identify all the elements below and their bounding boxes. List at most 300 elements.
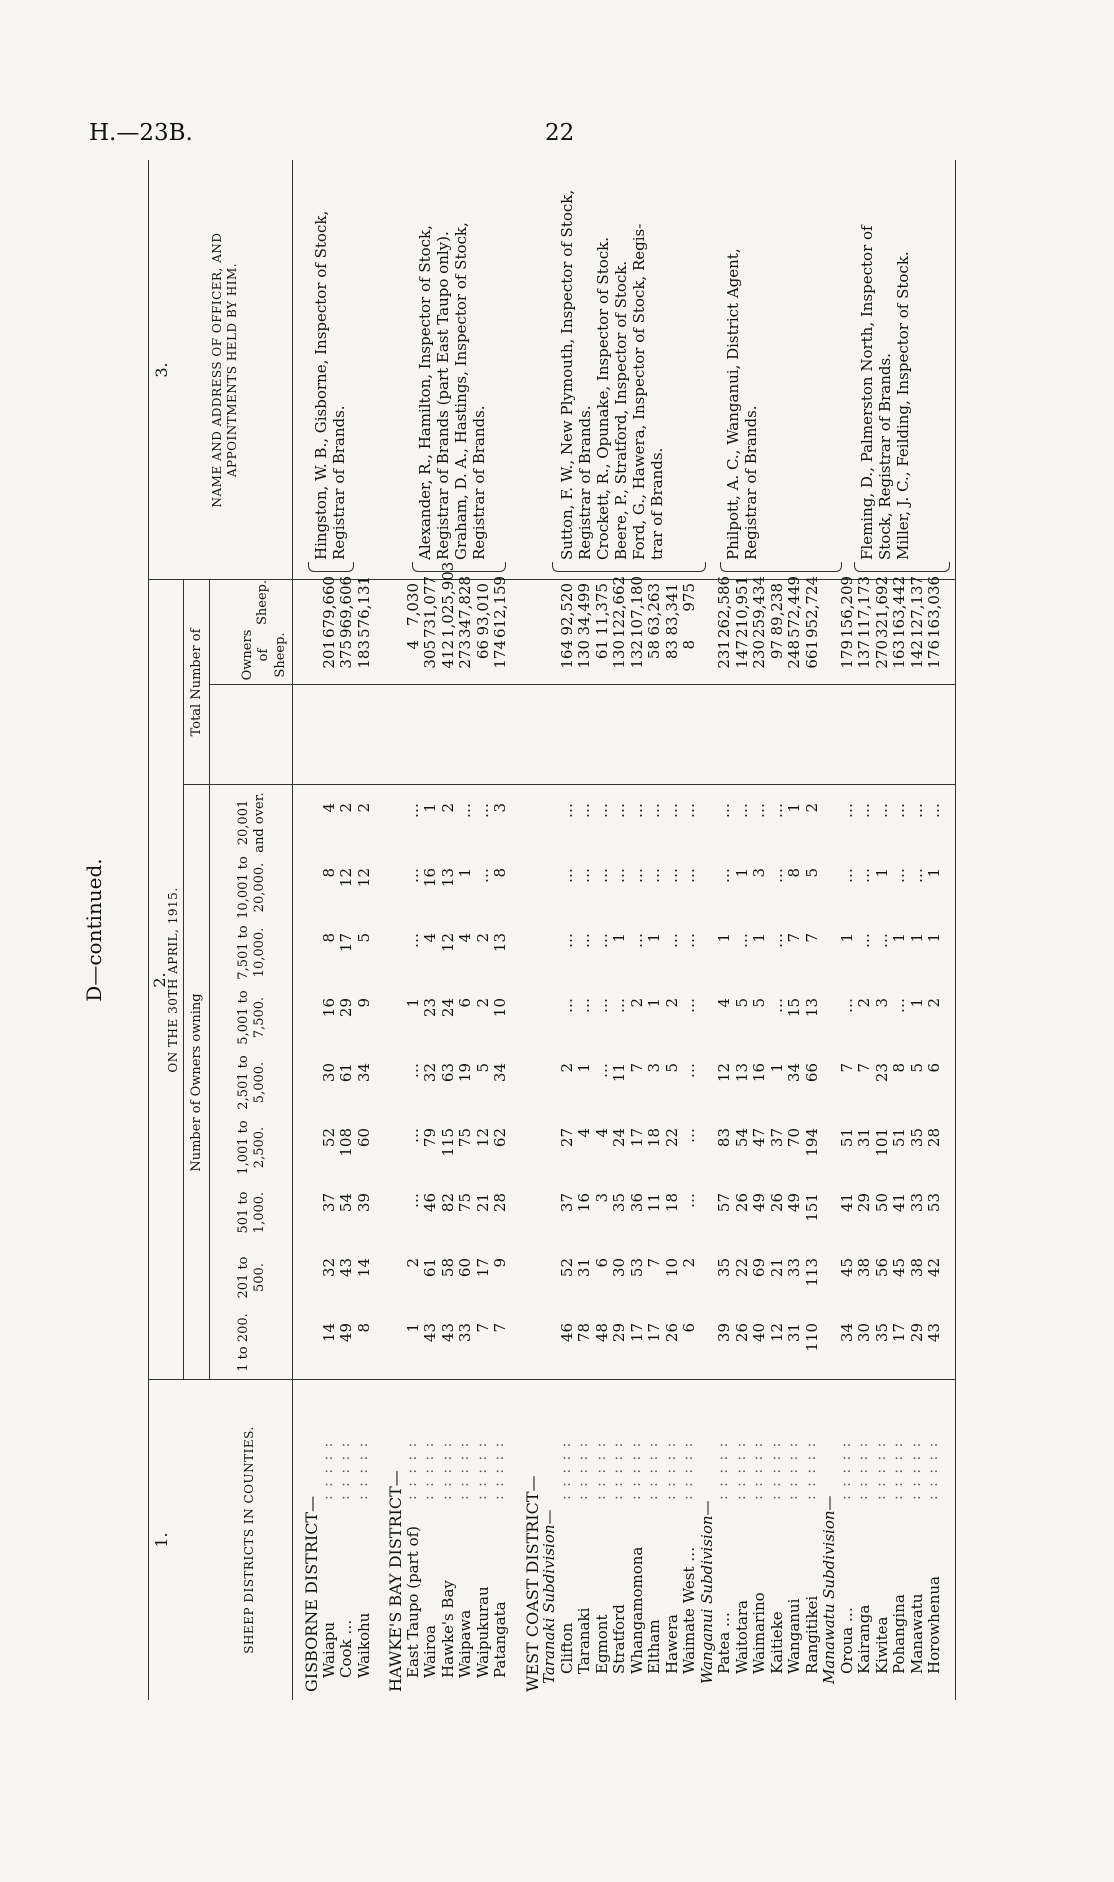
leader-dots: : : : : : [473, 1440, 490, 1500]
owner-count-cell: 70 [785, 1128, 803, 1148]
leader-dots: : : : : : [732, 1440, 749, 1500]
owners-of-sheep-cell: 58 [645, 640, 663, 660]
owner-count-cell: 17 [473, 1258, 492, 1278]
owner-count-cell: 51 [890, 1128, 908, 1148]
district-name: Whangamomona [627, 1546, 646, 1674]
band-header: 20,001 and over. [236, 792, 268, 853]
owner-count-cell: 43 [925, 1323, 943, 1343]
owner-count-cell: 4 [575, 1128, 593, 1138]
officer-alexander [416, 165, 488, 560]
owner-count-cell: 12 [473, 1128, 492, 1148]
owner-count-cell: 18 [662, 1193, 681, 1213]
officer-crockett: Crockett, R., Opunake, Inspector of Stock. [594, 236, 612, 560]
owner-count-cell: 17 [337, 933, 355, 953]
district-name: Hawera [662, 1614, 681, 1674]
owner-count-cell: … [855, 933, 873, 948]
district-name: Hawke's Bay [438, 1580, 457, 1678]
owner-count-cell: 2 [438, 803, 457, 813]
owner-count-cell: 2 [473, 933, 492, 943]
owner-count-cell: 2 [557, 1063, 576, 1073]
leader-dots: : : : : : [557, 1440, 574, 1500]
sheep-total-cell: 259,434 [750, 575, 768, 638]
owner-count-cell: 75 [456, 1128, 474, 1148]
owner-count-cell: 26 [767, 1193, 786, 1213]
owner-count-cell: 39 [354, 1193, 373, 1213]
brace-manawatu [854, 562, 950, 572]
col-divider-2 [183, 784, 955, 785]
owner-count-cell: 7 [627, 1063, 646, 1073]
owners-of-sheep-cell: 8 [680, 640, 698, 650]
district-name: Kaitieke [767, 1611, 786, 1674]
owners-of-sheep-cell: 4 [403, 640, 422, 650]
district-name: Kairanga [855, 1604, 873, 1674]
owner-count-cell: 7 [491, 1323, 509, 1333]
owner-count-cell: 35 [872, 1323, 891, 1343]
owner-count-cell: … [592, 1063, 611, 1078]
sheep-total-cell: 11,375 [592, 583, 611, 636]
owner-count-cell: 7 [473, 1323, 492, 1333]
owner-count-cell: 7 [645, 1258, 663, 1268]
owner-count-cell: … [610, 998, 628, 1013]
owners-group-rule [209, 785, 210, 1380]
district-name: Pohangina [890, 1594, 908, 1674]
officer-gisborne-line2: Registrar of Brands. [330, 405, 348, 560]
owner-count-cell: 101 [872, 1128, 891, 1157]
owner-count-cell: 58 [438, 1258, 457, 1278]
sheep-total-cell: 7,030 [403, 583, 422, 626]
leader-dots: : : : : : [491, 1440, 507, 1500]
owner-count-cell: 151 [802, 1193, 821, 1222]
owner-count-cell: 3 [872, 998, 891, 1008]
owners-of-sheep-cell: 183 [354, 640, 373, 669]
owner-count-cell: 2 [802, 803, 821, 813]
owner-count-cell: 60 [354, 1128, 373, 1148]
officer-wanganui [724, 165, 760, 560]
owner-count-cell: 18 [645, 1128, 663, 1148]
district-name: Horowhenua [925, 1576, 943, 1674]
sheep-total-cell: 107,180 [627, 575, 646, 638]
owner-count-cell: 35 [715, 1258, 733, 1278]
owner-count-cell: … [890, 998, 908, 1013]
owner-count-cell: 1 [925, 933, 943, 943]
leader-dots: : : : : : [438, 1440, 455, 1500]
owner-count-cell: 66 [802, 1063, 821, 1083]
owner-count-cell: … [732, 933, 751, 948]
owner-count-cell: … [557, 868, 576, 883]
owners-of-sheep-cell: 137 [855, 640, 873, 669]
owner-count-cell: … [592, 803, 611, 818]
owner-count-cell: 57 [715, 1193, 733, 1213]
owner-count-cell: 31 [785, 1323, 803, 1343]
owner-count-cell: 63 [438, 1063, 457, 1083]
owner-count-cell: 30 [610, 1258, 628, 1278]
owner-count-cell: 6 [925, 1063, 943, 1073]
officer-sutton-line1: Sutton, F. W., New Plymouth, Inspector of Stock, [558, 189, 576, 560]
owner-count-cell: … [403, 1063, 422, 1078]
owner-count-cell: 33 [785, 1258, 803, 1278]
owner-count-cell: … [557, 933, 576, 948]
owner-count-cell: 12 [715, 1063, 733, 1083]
owner-count-cell: … [907, 803, 926, 818]
officer-ford-line2: trar of Brands. [648, 447, 666, 560]
owner-count-cell: … [680, 933, 698, 948]
owner-count-cell: 8 [319, 933, 338, 943]
owner-count-cell: 43 [337, 1258, 355, 1278]
brace-hawkes-bay [412, 562, 506, 572]
owner-count-cell: … [575, 868, 593, 883]
owner-count-cell: 41 [837, 1193, 856, 1213]
owner-count-cell: 27 [557, 1128, 576, 1148]
owners-of-sheep-cell: 142 [907, 640, 926, 669]
owner-count-cell: 35 [610, 1193, 628, 1213]
owner-count-cell: … [575, 933, 593, 948]
sheep-total-cell: 93,010 [473, 583, 492, 636]
owner-count-cell: … [837, 803, 856, 818]
owner-count-cell: 28 [925, 1128, 943, 1148]
owner-count-cell: 37 [767, 1128, 786, 1148]
sheep-total-cell: 572,449 [785, 575, 803, 638]
officer-graham-line1: Graham, D. A., Hastings, Inspector of Stock, [452, 222, 470, 560]
owner-count-cell: … [627, 868, 646, 883]
owner-count-cell: 32 [421, 1063, 439, 1083]
leader-dots: : : : : : [645, 1440, 661, 1500]
owner-count-cell: 28 [491, 1193, 509, 1213]
owner-count-cell: 9 [354, 998, 373, 1008]
owners-of-sheep-cell: 132 [627, 640, 646, 669]
district-name: Egmont [592, 1614, 611, 1674]
owner-count-cell: … [592, 998, 611, 1013]
officer-manawatu [858, 165, 912, 560]
owner-count-cell: … [662, 803, 681, 818]
owner-count-cell: 46 [421, 1193, 439, 1213]
owner-count-cell: 6 [680, 1323, 698, 1333]
brace-wanganui [720, 562, 842, 572]
district-name: Waiapu [319, 1621, 338, 1678]
owner-count-cell: 82 [438, 1193, 457, 1213]
owner-count-cell: 43 [421, 1323, 439, 1343]
owner-count-cell: 24 [438, 998, 457, 1018]
owner-count-cell: 4 [456, 933, 474, 943]
owner-count-cell: 29 [610, 1323, 628, 1343]
sheep-total-cell: 262,586 [715, 575, 733, 638]
owner-count-cell: 1 [403, 1323, 422, 1333]
district-name: Eltham [645, 1619, 663, 1674]
owners-of-sheep-cell: 412 [438, 640, 457, 669]
owner-count-cell: … [680, 868, 698, 883]
owner-count-cell: 49 [337, 1323, 355, 1343]
owners-of-sheep-header: Owners of Sheep. [240, 629, 288, 681]
sheep-total-cell: 210,951 [732, 575, 751, 638]
owner-count-cell: 9 [491, 1258, 509, 1268]
owner-count-cell: 1 [732, 868, 751, 878]
subdivision-heading: Manawatu Subdivision— [820, 1495, 838, 1684]
owner-count-cell: 19 [456, 1063, 474, 1083]
owner-count-cell: 23 [421, 998, 439, 1018]
owner-count-cell: 31 [855, 1128, 873, 1148]
rotated-table [60, 160, 960, 1700]
owners-of-sheep-cell: 230 [750, 640, 768, 669]
owner-count-cell: 46 [557, 1323, 576, 1343]
owner-count-cell: 83 [715, 1128, 733, 1148]
owners-of-sheep-cell: 130 [575, 640, 593, 669]
owner-count-cell: 110 [802, 1323, 821, 1352]
owner-count-cell: 30 [855, 1323, 873, 1343]
owners-of-sheep-cell: 305 [421, 640, 439, 669]
owner-count-cell: 48 [592, 1323, 611, 1343]
owners-of-sheep-cell: 83 [662, 640, 681, 660]
owner-count-cell: 7 [802, 933, 821, 943]
owner-count-cell: … [767, 998, 786, 1013]
owner-count-cell: 40 [750, 1323, 768, 1343]
district-name: Kiwitea [872, 1616, 891, 1674]
owner-count-cell: … [732, 803, 751, 818]
district-name: Waimate West … [680, 1546, 698, 1674]
owner-count-cell: 5 [750, 998, 768, 1008]
owner-count-cell: 26 [662, 1323, 681, 1343]
owners-of-sheep-cell: 248 [785, 640, 803, 669]
district-name: Stratford [610, 1604, 628, 1674]
district-name: Oroua … [837, 1607, 856, 1674]
owner-count-cell: 113 [802, 1258, 821, 1287]
owner-count-cell: … [456, 803, 474, 818]
owner-count-cell: 194 [802, 1128, 821, 1157]
band-header: 2,501 to 5,000. [236, 1055, 268, 1110]
leader-dots: : : : : : [872, 1440, 889, 1500]
total-group-header: Total Number of [189, 628, 204, 737]
owner-count-cell: 8 [491, 868, 509, 878]
owner-count-cell: 8 [785, 868, 803, 878]
owner-count-cell: 6 [592, 1258, 611, 1268]
district-name: Waimarino [750, 1592, 768, 1674]
owner-count-cell: 30 [319, 1063, 338, 1083]
owner-count-cell: 10 [662, 1258, 681, 1278]
band-header: 501 to 1,000. [236, 1191, 268, 1234]
owner-count-cell: … [767, 933, 786, 948]
owner-count-cell: … [403, 1128, 422, 1143]
district-name: Wanganui [785, 1598, 803, 1674]
owner-count-cell: 108 [337, 1128, 355, 1157]
leader-dots: : : : : : [337, 1440, 353, 1500]
owner-count-cell: 54 [732, 1128, 751, 1148]
owner-count-cell: 79 [421, 1128, 439, 1148]
owner-count-cell: 1 [456, 868, 474, 878]
owner-count-cell: … [627, 803, 646, 818]
owners-of-sheep-cell: 179 [837, 640, 856, 669]
owner-count-cell: 2 [403, 1258, 422, 1268]
owner-count-cell: 26 [732, 1193, 751, 1213]
owners-of-sheep-cell: 97 [767, 640, 786, 660]
sheep-total-cell: 89,238 [767, 583, 786, 636]
owner-count-cell: 61 [421, 1258, 439, 1278]
owner-count-cell: … [473, 803, 492, 818]
owner-count-cell: 1 [715, 933, 733, 943]
owner-count-cell: … [715, 868, 733, 883]
subdivision-heading: Wanganui Subdivision— [697, 1500, 716, 1684]
owner-count-cell: 1 [907, 933, 926, 943]
owner-count-cell: 17 [645, 1323, 663, 1343]
owner-count-cell: 13 [802, 998, 821, 1018]
owner-count-cell: 5 [473, 1063, 492, 1073]
owners-of-sheep-cell: 201 [319, 640, 338, 669]
owner-count-cell: 1 [575, 1063, 593, 1073]
officer-philpott-line2: Registrar of Brands. [742, 405, 760, 560]
owner-count-cell: 38 [907, 1258, 926, 1278]
owner-count-cell: 31 [575, 1258, 593, 1278]
owner-count-cell: 1 [872, 868, 891, 878]
owner-count-cell: 2 [855, 998, 873, 1008]
officer-beere: Beere, P., Stratford, Inspector of Stock. [612, 260, 630, 560]
owner-count-cell: 115 [438, 1128, 457, 1157]
owner-count-cell: … [837, 868, 856, 883]
owner-count-cell: 12 [438, 933, 457, 953]
sheep-total-cell: 975 [680, 583, 698, 612]
leader-dots: : : : : : [610, 1440, 626, 1500]
sheep-total-cell: 612,159 [491, 575, 509, 638]
sheep-total-cell: 63,263 [645, 583, 663, 636]
leader-dots: : : : : : [855, 1440, 871, 1500]
owner-count-cell: 52 [319, 1128, 338, 1148]
owner-count-cell: 35 [907, 1128, 926, 1148]
leader-dots: : : : : : [925, 1440, 941, 1500]
col2-title: ON THE 30TH APRIL, 1915. [166, 887, 180, 1073]
sheep-total-cell: 92,520 [557, 583, 576, 636]
owner-count-cell: … [680, 1063, 698, 1078]
col3-title: NAME AND ADDRESS OF OFFICER, AND APPOINTMENTS HELD BY HIM. [210, 232, 239, 508]
owners-of-sheep-cell: 130 [610, 640, 628, 669]
owner-count-cell: 34 [491, 1063, 509, 1083]
owners-of-sheep-cell: 164 [557, 640, 576, 669]
officer-gisborne-line1: Hingston, W. B., Gisborne, Inspector of Stock, [312, 210, 330, 560]
leader-dots: : : : : : [767, 1440, 784, 1500]
owner-count-cell: 42 [925, 1258, 943, 1278]
owner-count-cell: … [855, 868, 873, 883]
owner-count-cell: 41 [890, 1193, 908, 1213]
owner-count-cell: 3 [750, 868, 768, 878]
owner-count-cell: 23 [872, 1063, 891, 1083]
top-rule [148, 160, 149, 1700]
owner-count-cell: 17 [890, 1323, 908, 1343]
owner-count-cell: 1 [767, 1063, 786, 1073]
owner-count-cell: 17 [627, 1128, 646, 1148]
owner-count-cell: 49 [785, 1193, 803, 1213]
page-reference: H.—23B. [89, 120, 193, 146]
owner-count-cell: 36 [627, 1193, 646, 1213]
owner-count-cell: 1 [925, 868, 943, 878]
owner-count-cell: 15 [785, 998, 803, 1018]
officer-graham-line2: Registrar of Brands. [470, 405, 488, 560]
owner-count-cell: 16 [319, 998, 338, 1018]
band-header: 7,501 to 10,000. [236, 925, 268, 980]
leader-dots: : : : : : [421, 1440, 437, 1500]
owner-count-cell: 11 [610, 1063, 628, 1083]
owner-count-cell: 5 [662, 1063, 681, 1073]
owner-count-cell: … [680, 1128, 698, 1143]
owner-count-cell: 4 [592, 1128, 611, 1138]
owner-count-cell: 1 [645, 998, 663, 1008]
owners-of-sheep-cell: 61 [592, 640, 611, 660]
sheep-total-cell: 969,606 [337, 575, 355, 638]
officer-taranaki [558, 165, 666, 560]
owner-count-cell: … [403, 803, 422, 818]
district-name: Waikohu [354, 1612, 373, 1678]
owner-count-cell: 22 [662, 1128, 681, 1148]
owner-count-cell: 38 [855, 1258, 873, 1278]
owner-count-cell: … [855, 803, 873, 818]
subdivision-heading: Taranaki Subdivision— [540, 1509, 558, 1684]
owner-count-cell: 34 [354, 1063, 373, 1083]
owner-count-cell: … [662, 868, 681, 883]
owner-count-cell: 12 [354, 868, 373, 888]
owner-count-cell: 7 [837, 1063, 856, 1073]
owner-count-cell: 16 [575, 1193, 593, 1213]
owner-count-cell: … [557, 803, 576, 818]
owner-count-cell: 22 [732, 1258, 751, 1278]
owner-count-cell: 50 [872, 1193, 891, 1213]
owner-count-cell: 5 [732, 998, 751, 1008]
owner-count-cell: 4 [319, 803, 338, 813]
district-name: Patangata [491, 1601, 509, 1678]
owner-count-cell: … [403, 868, 422, 883]
owner-count-cell: 29 [855, 1193, 873, 1213]
leader-dots: : : : : : [785, 1440, 801, 1500]
owner-count-cell: 78 [575, 1323, 593, 1343]
owner-count-cell: … [767, 868, 786, 883]
owner-count-cell: … [557, 998, 576, 1013]
owner-count-cell: 43 [438, 1323, 457, 1343]
page-number: 22 [545, 120, 575, 146]
owner-count-cell: 3 [645, 1063, 663, 1073]
owner-count-cell: 33 [456, 1323, 474, 1343]
district-heading: HAWKE'S BAY DISTRICT— [386, 1470, 405, 1692]
owner-count-cell: 4 [421, 933, 439, 943]
owner-count-cell: … [890, 803, 908, 818]
owner-count-cell: 5 [354, 933, 373, 943]
owner-count-cell: 52 [557, 1258, 576, 1278]
district-name: Waitotara [732, 1600, 751, 1674]
sheep-total-cell: 156,209 [837, 575, 856, 638]
sheep-total-cell: 347,828 [456, 575, 474, 638]
owner-count-cell: 12 [337, 868, 355, 888]
sheep-total-cell: 83,341 [662, 583, 681, 636]
owner-count-cell: 14 [319, 1323, 338, 1343]
owner-count-cell: 3 [592, 1193, 611, 1203]
owner-count-cell: … [872, 803, 891, 818]
sheep-total-cell: 122,662 [610, 575, 628, 638]
district-name: Patea … [715, 1612, 733, 1674]
owner-count-cell: 6 [456, 998, 474, 1008]
officer-fleming-line1: Fleming, D., Palmerston North, Inspector of [858, 225, 876, 560]
owner-count-cell: 17 [627, 1323, 646, 1343]
leader-dots: : : : : : [403, 1440, 420, 1500]
col1-number: 1. [152, 1532, 171, 1548]
brace-gisborne [308, 562, 354, 572]
district-heading: GISBORNE DISTRICT— [302, 1495, 321, 1692]
owner-count-cell: 29 [337, 998, 355, 1018]
sheep-total-cell: 163,036 [925, 575, 943, 638]
owners-of-sheep-cell: 163 [890, 640, 908, 669]
owners-of-sheep-cell: 273 [456, 640, 474, 669]
owner-count-cell: … [890, 868, 908, 883]
district-name: Cook … [337, 1619, 355, 1678]
owner-count-cell: … [680, 1193, 698, 1208]
officer-sutton-line2: Registrar of Brands. [576, 405, 594, 560]
owner-count-cell: 1 [837, 933, 856, 943]
leader-dots: : : : : : [592, 1440, 609, 1500]
owner-count-cell: 53 [925, 1193, 943, 1213]
owner-count-cell: … [645, 868, 663, 883]
district-name: East Taupo (part of) [403, 1525, 422, 1678]
band-header: 1 to 200. [236, 1313, 251, 1372]
